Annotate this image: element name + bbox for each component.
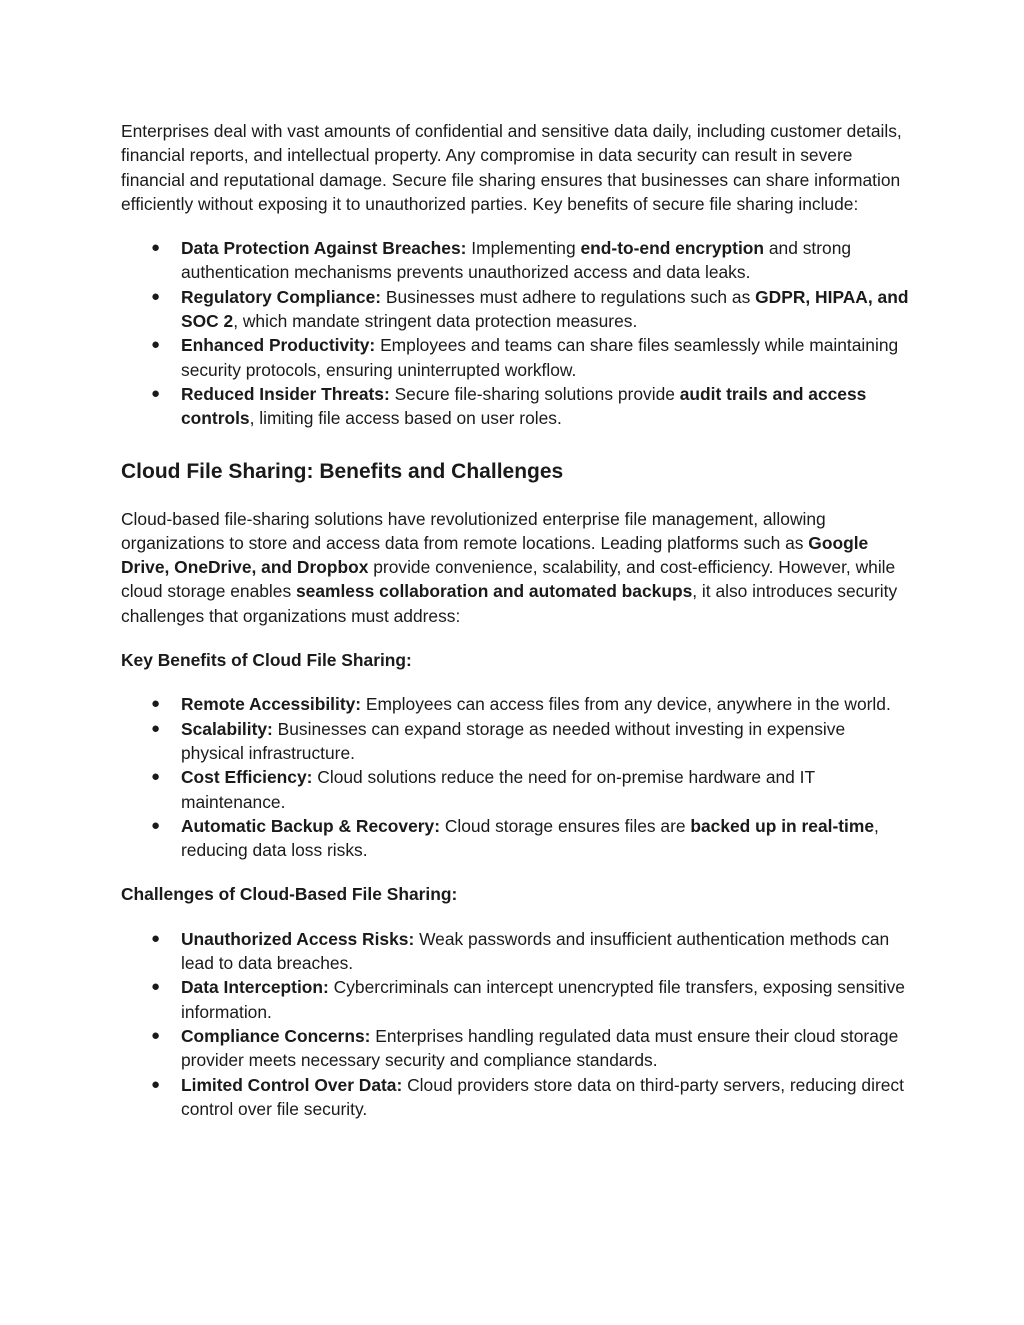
item-text: Enterprises handling regulated data must ensure their cloud storage provider meets necessary security and compliance standards.	[181, 1025, 899, 1071]
item-label: Limited Control Over Data:	[181, 1074, 403, 1095]
bullet-icon: ●	[151, 929, 161, 947]
item-text: Businesses must adhere to regulations such as	[381, 286, 756, 307]
list-item	[121, 717, 911, 766]
list-item	[121, 382, 911, 431]
list-item	[121, 765, 911, 814]
bullet-icon: ●	[151, 239, 161, 257]
item-emphasis: backed up in real-time	[690, 815, 874, 836]
bullet-icon: ●	[151, 978, 161, 996]
item-text-end: , limiting file access based on user roles.	[249, 408, 562, 429]
list-item	[121, 927, 911, 976]
bullet-icon: ●	[151, 768, 161, 786]
item-emphasis: GDPR, HIPAA, and SOC 2	[181, 286, 909, 332]
item-text: Cloud providers store data on third-party servers, reducing direct control over file security.	[181, 1074, 904, 1119]
item-text: Cybercriminals can intercept unencrypted file transfers, exposing sensitive information.	[181, 977, 905, 1022]
item-text: Weak passwords and insufficient authentication methods can lead to data breaches.	[181, 928, 890, 974]
bullet-icon: ●	[151, 336, 161, 354]
item-label: Compliance Concerns:	[181, 1025, 371, 1046]
intro-paragraph: Enterprises deal with vast amounts of confidential and sensitive data daily, including customer details, financial reports, and intellectual property. Any compromise in data security can result in severe financial and reputational damage. Secure file sharing ensures that businesses can share information efficiently without exposing it to unauthorized parties. Key benefits of secure file sharing include:	[121, 121, 902, 214]
item-label: Enhanced Productivity:	[181, 335, 376, 356]
cloud-benefits-list	[121, 692, 911, 862]
item-label: Data Interception:	[181, 977, 329, 998]
item-text: Employees can access files from any device, anywhere in the world.	[361, 694, 891, 715]
item-text: Cloud solutions reduce the need for on-premise hardware and IT maintenance.	[181, 767, 815, 812]
list-item	[121, 975, 911, 1024]
secure-sharing-benefits-list	[121, 236, 911, 430]
paragraph-text: Cloud-based file-sharing solutions have revolutionized enterprise file management, allowing organizations to store and access data from remote locations. Leading platforms such as	[121, 508, 826, 553]
item-label: Regulatory Compliance:	[181, 286, 382, 307]
platforms-emphasis: Google Drive, OneDrive, and Dropbox	[121, 532, 869, 578]
bullet-icon: ●	[151, 695, 161, 713]
item-text-end: , which mandate stringent data protection measures.	[233, 311, 638, 332]
key-benefits-heading: Key Benefits of Cloud File Sharing:	[121, 650, 412, 671]
section-heading: Cloud File Sharing: Benefits and Challenges	[121, 459, 564, 483]
challenges-heading: Challenges of Cloud-Based File Sharing:	[121, 884, 458, 905]
item-label: Automatic Backup & Recovery:	[181, 815, 440, 836]
item-emphasis: end-to-end encryption	[580, 238, 765, 259]
list-item	[121, 285, 911, 334]
bullet-icon: ●	[151, 1026, 161, 1044]
bullet-icon: ●	[151, 384, 161, 402]
list-item	[121, 1073, 911, 1122]
item-label: Cost Efficiency:	[181, 767, 313, 788]
bullet-icon: ●	[151, 719, 161, 737]
list-item	[121, 236, 911, 285]
item-label: Reduced Insider Threats:	[181, 383, 390, 404]
item-text: Secure file-sharing solutions provide	[389, 383, 680, 404]
cloud-paragraph	[121, 507, 911, 628]
item-text: Employees and teams can share files seamlessly while maintaining security protocols, ensuring uninterrupted workflow.	[181, 335, 899, 380]
item-text: Businesses can expand storage as needed without investing in expensive physical infrastructure.	[181, 718, 846, 763]
item-label: Unauthorized Access Risks:	[181, 928, 415, 949]
list-item	[121, 1024, 911, 1073]
cloud-challenges-list	[121, 927, 911, 1121]
item-label: Data Protection Against Breaches:	[181, 238, 467, 259]
bullet-icon: ●	[151, 287, 161, 305]
item-text-end: , reducing data loss risks.	[181, 815, 879, 861]
item-label: Scalability:	[181, 718, 273, 739]
collaboration-emphasis: seamless collaboration and automated backups	[296, 581, 693, 602]
item-label: Remote Accessibility:	[181, 694, 362, 715]
item-text: Implementing	[466, 238, 581, 259]
list-item	[121, 814, 911, 863]
bullet-icon: ●	[151, 816, 161, 834]
item-text: Cloud storage ensures files are	[440, 815, 691, 836]
document-page	[121, 119, 911, 1121]
item-text-end: and strong authentication mechanisms prevents unauthorized access and data leaks.	[181, 238, 852, 283]
list-item	[121, 333, 911, 382]
paragraph-text: , it also introduces security challenges that organizations must address:	[121, 581, 898, 626]
bullet-icon: ●	[151, 1075, 161, 1093]
paragraph-text: provide convenience, scalability, and cost-efficiency. However, while cloud storage enables	[121, 557, 896, 602]
list-item	[121, 692, 911, 716]
item-emphasis: audit trails and access controls	[181, 383, 867, 429]
